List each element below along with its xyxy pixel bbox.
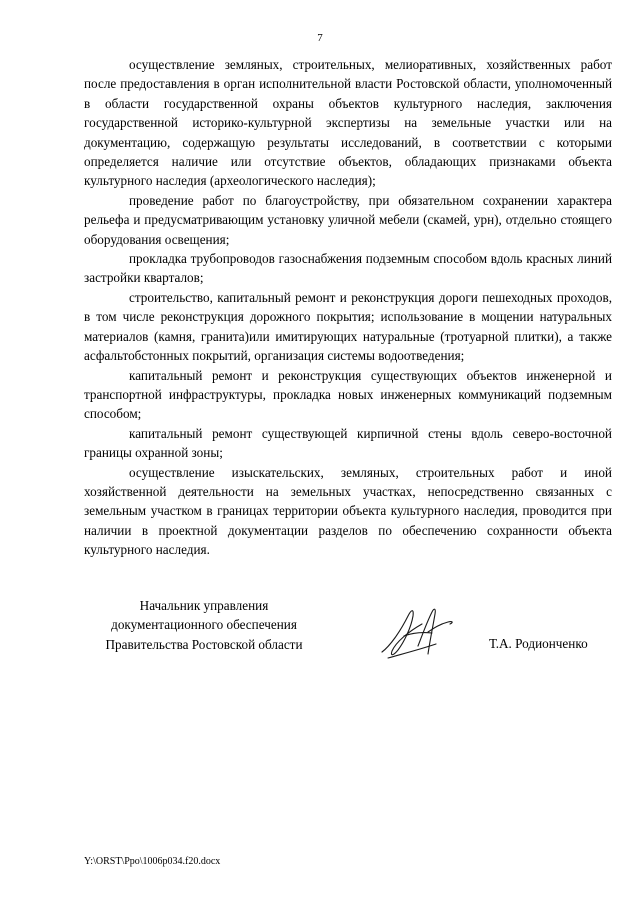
paragraph-earthworks: осуществление земляных, строительных, мелиоративных, хозяйственных работ после предоставления в орган исполнительной власти Ростовской области, уполномоченный в области государственной охраны объектов культурного наследия, заключения государственной историко-культурной экспертизы на земельные участки или на документацию, содержащую результаты исследований, в соответствии с которыми определяется наличие или отсутствие объектов, обладающих признаками объекта культурного наследия (археологического наследия);	[84, 57, 612, 189]
paragraph-survey-works: осуществление изыскательских, земляных, строительных работ и иной хозяйственной деятельности на земельных участках, непосредственно связанных с земельным участком в границах территории объекта культурного наследия, проводится при наличии в проектной документации разделов по обеспечению сохранности объекта культурного наследия.	[84, 464, 612, 558]
handwritten-signature	[378, 602, 456, 666]
document-body	[84, 55, 612, 560]
page-number: 7	[317, 32, 323, 44]
paragraph-gas-pipelines: прокладка трубопроводов газоснабжения подземным способом вдоль красных линий застройки кварталов;	[84, 251, 612, 286]
signatory-title-line: Начальник управления	[139, 598, 269, 613]
paragraph-landscaping: проведение работ по благоустройству, при обязательном сохранении характера рельефа и предусматривающим установку уличной мебели (скамей, урн), отдельно стоящего оборудования освещения;	[84, 192, 612, 247]
footer-file-path: Y:\ORST\Ppo\1006p034.f20.docx	[84, 856, 221, 867]
paragraph-brick-wall-repair: капитальный ремонт существующей кирпичной стены вдоль северо-восточной границы охранной зоны;	[84, 425, 612, 461]
signatory-title	[88, 596, 320, 654]
paragraph-infrastructure-repair: капитальный ремонт и реконструкция существующих объектов инженерной и транспортной инфраструктуры, прокладка новых инженерных коммуникаций подземным способом;	[84, 367, 612, 422]
signatory-title-line: Правительства Ростовской области	[105, 636, 303, 652]
signatory-title-line: документационного обеспечения	[111, 617, 297, 633]
paragraph-road-construction: строительство, капитальный ремонт и реконструкция дороги пешеходных проходов, в том числе реконструкция дорожного покрытия; использование в мощении натуральных материалов (камня, гранита)или имитирующих натуральные (тротуарной плитки), а также асфальтобстонных покрытий, организация системы водоотведения;	[84, 289, 612, 364]
signatory-name: Т.А. Родионченко	[489, 636, 588, 651]
